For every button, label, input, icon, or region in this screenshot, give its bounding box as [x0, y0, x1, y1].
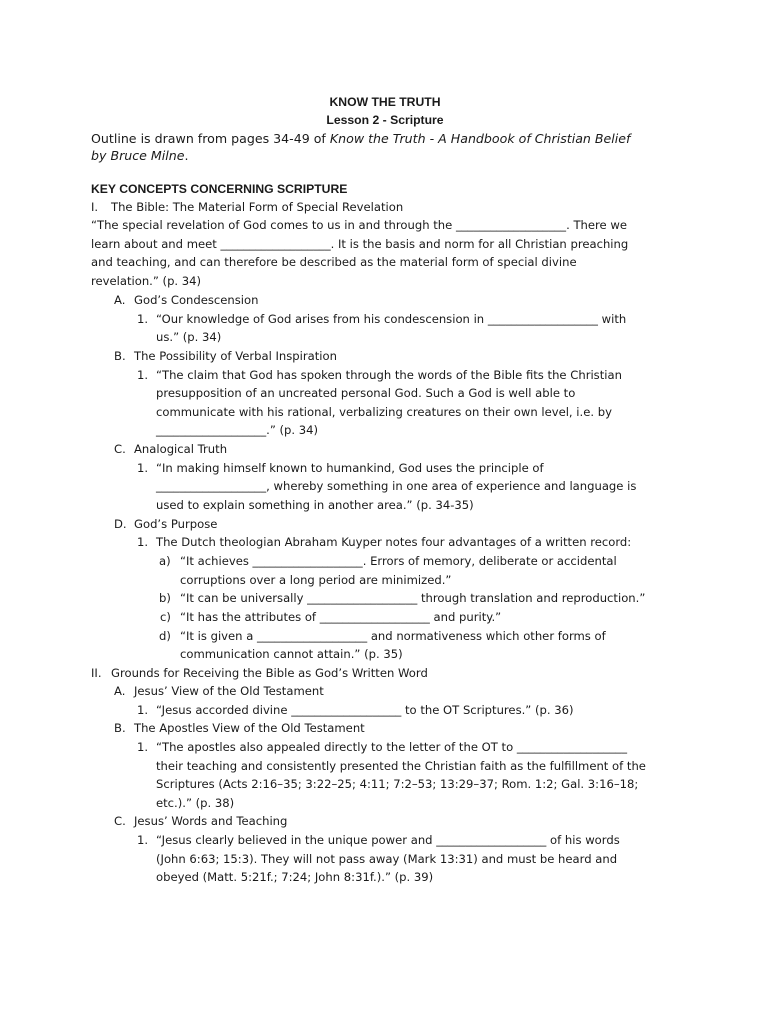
item-marker: 1.: [137, 740, 149, 754]
section-1-paragraph-line: “The special revelation of God comes to us in and through the ___________________. There we: [91, 218, 627, 232]
item-marker: 1.: [137, 833, 149, 847]
subsection-1c-marker: C.: [114, 442, 126, 456]
item-marker: 1.: [137, 535, 149, 549]
subsection-2c-title: Jesus’ Words and Teaching: [134, 814, 288, 828]
document-title: KNOW THE TRUTH: [329, 95, 441, 109]
document-subtitle: Lesson 2 - Scripture: [326, 113, 444, 127]
item-line: obeyed (Matt. 5:21f.; 7:24; John 8:31f.).” (p. 39): [156, 870, 434, 884]
item-line: (John 6:63; 15:3). They will not pass away (Mark 13:31) and must be heard and: [156, 852, 618, 866]
subitem-a-marker: a): [159, 554, 171, 568]
item-line: “The claim that God has spoken through the words of the Bible fits the Christian: [156, 368, 622, 382]
item-marker: 1.: [137, 368, 149, 382]
item-line: The Dutch theologian Abraham Kuyper notes four advantages of a written record:: [156, 535, 632, 549]
section-1-paragraph-line: revelation.” (p. 34): [91, 274, 202, 288]
subsection-1a-title: God’s Condescension: [134, 293, 259, 307]
item-line: “The apostles also appealed directly to the letter of the OT to ___________________: [156, 740, 627, 754]
book-author: by Bruce Milne: [91, 148, 185, 163]
subsection-1c-title: Analogical Truth: [134, 442, 228, 456]
subitem-line: “It is given a ___________________ and normativeness which other forms of: [180, 629, 606, 643]
item-marker: 1.: [137, 461, 149, 475]
subitem-line: corruptions over a long period are minimized.”: [180, 573, 452, 587]
section-2-title: Grounds for Receiving the Bible as God’s Written Word: [111, 666, 428, 680]
section-heading: KEY CONCEPTS CONCERNING SCRIPTURE: [91, 182, 348, 196]
subsection-2b-title: The Apostles View of the Old Testament: [134, 721, 365, 735]
subsection-1b-title: The Possibility of Verbal Inspiration: [134, 349, 337, 363]
item-line: their teaching and consistently presented the Christian faith as the fulfillment of the: [156, 759, 646, 773]
subitem-d-marker: d): [159, 629, 171, 643]
subsection-1d-title: God’s Purpose: [134, 517, 218, 531]
item-line: “In making himself known to humankind, God uses the principle of: [156, 461, 544, 475]
subsection-2a-marker: A.: [114, 684, 126, 698]
subsection-1b-marker: B.: [114, 349, 126, 363]
section-1-title: The Bible: The Material Form of Special Revelation: [111, 200, 404, 214]
item-line: Scriptures (Acts 2:16–35; 3:22–25; 4:11; 7:2–53; 13:29–37; Rom. 1:2; Gal. 3:16–18;: [156, 777, 639, 791]
book-title: Know the Truth - A Handbook of Christian Belief: [329, 131, 631, 146]
subitem-line: communication cannot attain.” (p. 35): [180, 647, 403, 661]
item-line: etc.).” (p. 38): [156, 796, 235, 810]
section-1-paragraph-line: learn about and meet ___________________. It is the basis and norm for all Christian preaching: [91, 237, 629, 251]
subitem-line: “It can be universally ___________________ through translation and reproduction.”: [180, 591, 646, 605]
item-marker: 1.: [137, 312, 149, 326]
subsection-1d-marker: D.: [114, 517, 127, 531]
subsection-2c-marker: C.: [114, 814, 126, 828]
intro-line-1: [91, 130, 630, 149]
intro-period: .: [184, 148, 189, 163]
subitem-line: “It achieves ___________________. Errors of memory, deliberate or accidental: [180, 554, 617, 568]
item-line: us.” (p. 34): [156, 330, 222, 344]
item-marker: 1.: [137, 703, 149, 717]
intro-line-2: [91, 147, 189, 166]
subitem-b-marker: b): [159, 591, 171, 605]
section-1-paragraph-line: and teaching, and can therefore be described as the material form of special divine: [91, 255, 577, 269]
subsection-2a-title: Jesus’ View of the Old Testament: [134, 684, 324, 698]
subsection-1a-marker: A.: [114, 293, 126, 307]
item-line: presupposition of an uncreated personal God. Such a God is well able to: [156, 386, 576, 400]
subsection-2b-marker: B.: [114, 721, 126, 735]
item-line: ___________________, whereby something in one area of experience and language is: [156, 479, 637, 493]
section-2-marker: II.: [91, 666, 102, 680]
section-1-marker: I.: [91, 200, 99, 214]
item-line: “Jesus accorded divine ___________________ to the OT Scriptures.” (p. 36): [156, 703, 574, 717]
item-line: communicate with his rational, verbalizing creatures on their own level, i.e. by: [156, 405, 612, 419]
item-line: ___________________.” (p. 34): [156, 423, 319, 437]
intro-text: Outline is drawn from pages 34-49 of: [91, 131, 330, 146]
item-line: “Our knowledge of God arises from his condescension in ___________________ with: [156, 312, 627, 326]
subitem-line: “It has the attributes of ___________________ and purity.”: [180, 610, 502, 624]
subitem-c-marker: c): [160, 610, 171, 624]
item-line: “Jesus clearly believed in the unique power and ___________________ of his words: [156, 833, 620, 847]
item-line: used to explain something in another area.” (p. 34-35): [156, 498, 474, 512]
